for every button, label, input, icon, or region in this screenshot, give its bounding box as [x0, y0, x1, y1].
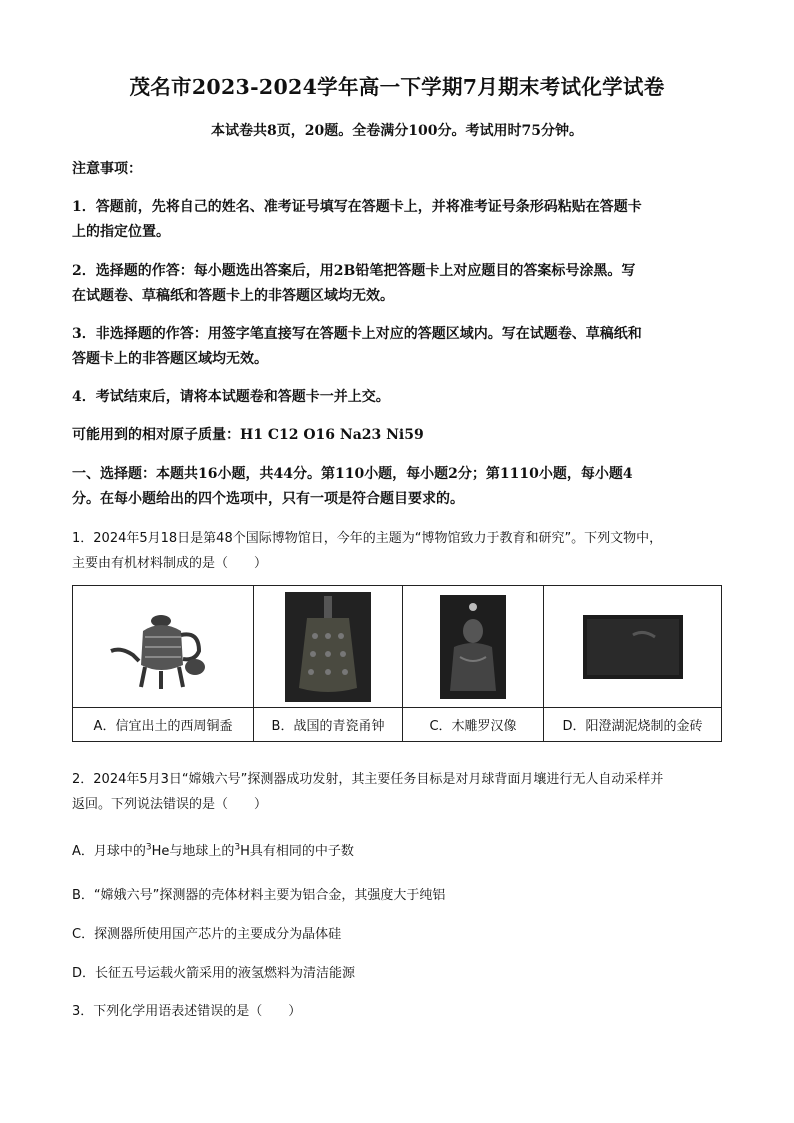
q2-option-a-mid: He与地球上的 [151, 844, 235, 859]
q2-option-b: B．“嫦娥六号”探测器的壳体材料主要为铝合金，其强度大于纯铝 [72, 888, 446, 903]
atomic-mass-line: 可能用到的相对原子质量：H1 C12 O16 Na23 Ni59 [72, 427, 424, 443]
q1-option-d-image-cell [544, 586, 722, 708]
q1-options-table [72, 585, 722, 742]
q2-option-a-pre: A．月球中的 [72, 844, 146, 859]
q1-option-a: A．信宜出土的西周铜盉 [73, 708, 254, 742]
section-1-line-2: 分。在每小题给出的四个选项中，只有一项是符合题目要求的。 [72, 491, 464, 507]
q1-option-a-image-cell [73, 586, 254, 708]
notes-heading: 注意事项： [72, 161, 142, 177]
wooden-arhat-statue-icon [440, 595, 506, 699]
golden-clay-brick-icon [583, 615, 683, 679]
page-title: 茂名市2023-2024学年高一下学期7月期末考试化学试卷 [129, 75, 665, 99]
note-3-line-1: 3．非选择题的作答：用签字笔直接写在答题卡上对应的答题区域内。写在试题卷、草稿纸和 [72, 326, 642, 342]
bronze-he-vessel-icon [103, 601, 223, 693]
note-1-line-2: 上的指定位置。 [72, 224, 170, 240]
q2-option-c: C．探测器所使用国产芯片的主要成分为晶体硅 [72, 927, 342, 942]
q2-option-d: D．长征五号运载火箭采用的液氢燃料为清洁能源 [72, 966, 356, 981]
q1-option-d: D．阳澄湖泥烧制的金砖 [544, 708, 722, 742]
note-1-line-1: 1．答题前，先将自己的姓名、准考证号填写在答题卡上，并将准考证号条形码粘贴在答题卡 [72, 199, 642, 215]
q3-stem: 3．下列化学用语表述错误的是（ ） [72, 1004, 302, 1019]
q1-stem-line-1: 1．2024年5月18日是第48个国际博物馆日，今年的主题为“博物馆致力于教育和研究”。下列文物中， [72, 531, 663, 546]
q2-option-a-mass-number-h: 3 [234, 842, 241, 853]
q1-option-b-image-cell [254, 586, 403, 708]
note-2-line-2: 在试题卷、草稿纸和答题卡上的非答题区域均无效。 [72, 288, 394, 304]
note-4: 4．考试结束后，请将本试题卷和答题卡一并上交。 [72, 389, 390, 405]
q1-stem-line-2: 主要由有机材料制成的是（ ） [72, 556, 268, 571]
q2-option-a [72, 840, 354, 859]
exam-info: 本试卷共8页，20题。全卷满分100分。考试用时75分钟。 [211, 123, 583, 139]
section-1-line-1: 一、选择题：本题共16小题，共44分。第110小题，每小题2分；第1110小题，每小题4 [72, 466, 633, 482]
celadon-bell-icon [285, 592, 371, 702]
q1-option-c-image-cell [403, 586, 544, 708]
q1-option-c: C．木雕罗汉像 [403, 708, 544, 742]
note-2-line-1: 2．选择题的作答：每小题选出答案后，用2B铅笔把答题卡上对应题目的答案标号涂黑。写 [72, 263, 636, 279]
q2-stem-line-2: 返回。下列说法错误的是（ ） [72, 797, 268, 812]
q2-stem-line-1: 2．2024年5月3日“嫦娥六号”探测器成功发射，其主要任务目标是对月球背面月壤进行无人自动采样并 [72, 772, 664, 787]
q2-option-a-post: H具有相同的中子数 [240, 844, 354, 859]
q2-option-a-mass-number-he: 3 [145, 842, 152, 853]
note-3-line-2: 答题卡上的非答题区域均无效。 [72, 351, 268, 367]
q1-option-b: B．战国的青瓷甬钟 [254, 708, 403, 742]
